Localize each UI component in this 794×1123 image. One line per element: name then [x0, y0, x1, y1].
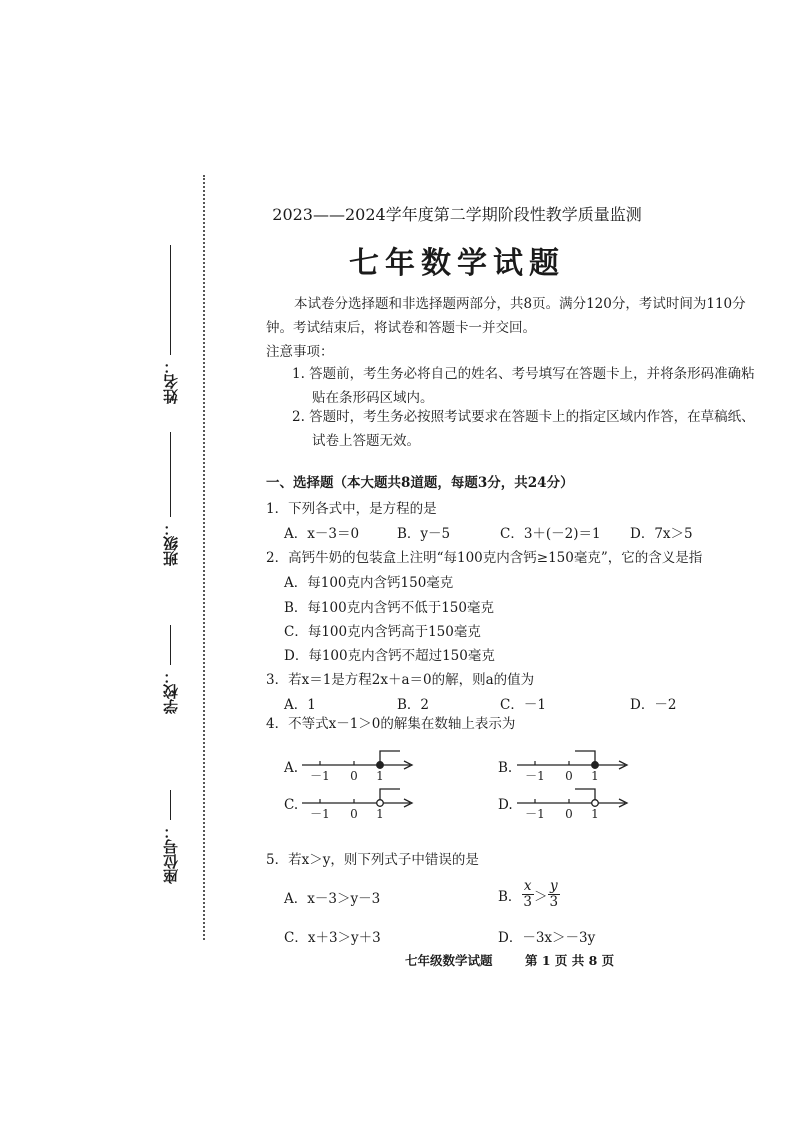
- tick-label: 1: [376, 807, 384, 821]
- notice-2: 2. 答题时，考生务必按照考试要求在答题卡上的指定区域内作答，在草稿纸、试卷上答题无效。: [292, 409, 755, 449]
- section-heading: 一、选择题（本大题共8道题，每题3分，共24分）: [266, 475, 574, 491]
- exam-title: 七年数学试题: [349, 246, 565, 281]
- q5-fraction-left-num: x: [523, 878, 532, 894]
- q5-option-b-letter: B．: [498, 888, 522, 905]
- q1-option-b: B．y－5: [397, 526, 451, 542]
- endpoint-marker: [592, 762, 599, 769]
- q2-option-a: A．每100克内含钙150毫克: [284, 575, 454, 591]
- class-field-line: [170, 432, 171, 517]
- q4-option-a-letter: A.: [284, 760, 299, 776]
- exam-subtitle: 2023——2024学年度第二学期阶段性教学质量监测: [272, 205, 642, 224]
- tick-label: －1: [525, 769, 545, 783]
- q5-fraction-right-den: 3: [549, 894, 559, 910]
- q4-option-c-letter: C.: [284, 797, 299, 813]
- q4-number-line-b: [515, 745, 640, 785]
- tick-label: 0: [350, 807, 358, 821]
- q5-option-c: C．x＋3＞y＋3: [284, 930, 381, 946]
- q5-fraction-left-den: 3: [523, 894, 533, 910]
- endpoint-marker: [377, 762, 384, 769]
- q3-option-b: B．2: [397, 697, 430, 713]
- q2-option-c: C．每100克内含钙高于150毫克: [284, 624, 481, 640]
- q4-number-line-d: [515, 783, 640, 823]
- tick-label: 1: [376, 769, 384, 783]
- q1-option-a: A．x－3＝0: [284, 526, 360, 542]
- q4-option-b-letter: B.: [498, 760, 513, 776]
- q5-fraction-left: [521, 879, 534, 910]
- q4-number-line-a: [300, 745, 425, 785]
- school-field: [160, 625, 181, 718]
- q4-option-d-letter: D.: [498, 797, 513, 813]
- q1-stem: 1．下列各式中，是方程的是: [266, 501, 437, 517]
- tick-label: 0: [350, 769, 358, 783]
- seat-field-line: [170, 790, 171, 820]
- q3-stem: 3．若x＝1是方程2x＋a＝0的解，则a的值为: [266, 672, 535, 688]
- q1-option-c: C．3＋(－2)＝1: [500, 526, 601, 542]
- tick-label: －1: [525, 807, 545, 821]
- q3-option-d: D．－2: [630, 697, 677, 713]
- notice-1: 1. 答题前，考生务必将自己的姓名、考号填写在答题卡上，并将条形码准确粘贴在条形码区域内。: [292, 366, 755, 406]
- class-field: [160, 432, 181, 570]
- tick-label: －1: [310, 807, 330, 821]
- q5-stem: 5．若x＞y，则下列式子中错误的是: [266, 852, 479, 868]
- tick-label: 1: [591, 769, 599, 783]
- endpoint-marker: [377, 800, 384, 807]
- q5-option-a: A．x－3＞y－3: [284, 891, 381, 907]
- class-field-label: 班级：: [162, 521, 180, 566]
- school-field-label: 学校：: [162, 669, 180, 714]
- q2-option-d: D．每100克内含钙不超过150毫克: [284, 648, 495, 664]
- tick-label: 0: [565, 807, 573, 821]
- q5-fraction-right: [548, 879, 561, 910]
- tick-label: 1: [591, 807, 599, 821]
- q5-fraction-op: ＞: [534, 888, 548, 905]
- q5-option-b: [498, 879, 560, 910]
- tick-label: －1: [310, 769, 330, 783]
- q2-stem: 2．高钙牛奶的包装盒上注明“每100克内含钙≥150毫克”，它的含义是指: [266, 550, 703, 566]
- seat-field: [160, 790, 181, 888]
- q1-option-d: D．7x＞5: [630, 526, 693, 542]
- seat-field-label: 座位号：: [162, 824, 180, 884]
- notice-title: 注意事项：: [266, 344, 334, 360]
- q3-option-a: A．1: [284, 697, 316, 713]
- q5-fraction-right-num: y: [549, 878, 558, 894]
- endpoint-marker: [592, 800, 599, 807]
- school-field-line: [170, 625, 171, 665]
- binding-dotted-line: [203, 175, 205, 940]
- name-field-label: 姓名：: [162, 359, 180, 404]
- footer-subject: 七年级数学试题: [405, 953, 493, 968]
- intro-paragraph: 本试卷分选择题和非选择题两部分，共8页。满分120分，考试时间为110分钟。考试结束后，将试卷和答题卡一并交回。: [266, 296, 746, 336]
- tick-label: 0: [565, 769, 573, 783]
- footer-page-number: 第 1 页 共 8 页: [525, 953, 615, 968]
- q5-option-d: D．－3x＞－3y: [498, 930, 596, 946]
- q2-option-b: B．每100克内含钙不低于150毫克: [284, 600, 494, 616]
- q4-number-line-c: [300, 783, 425, 823]
- q4-stem: 4．不等式x－1＞0的解集在数轴上表示为: [266, 716, 516, 732]
- q3-option-c: C．－1: [500, 697, 546, 713]
